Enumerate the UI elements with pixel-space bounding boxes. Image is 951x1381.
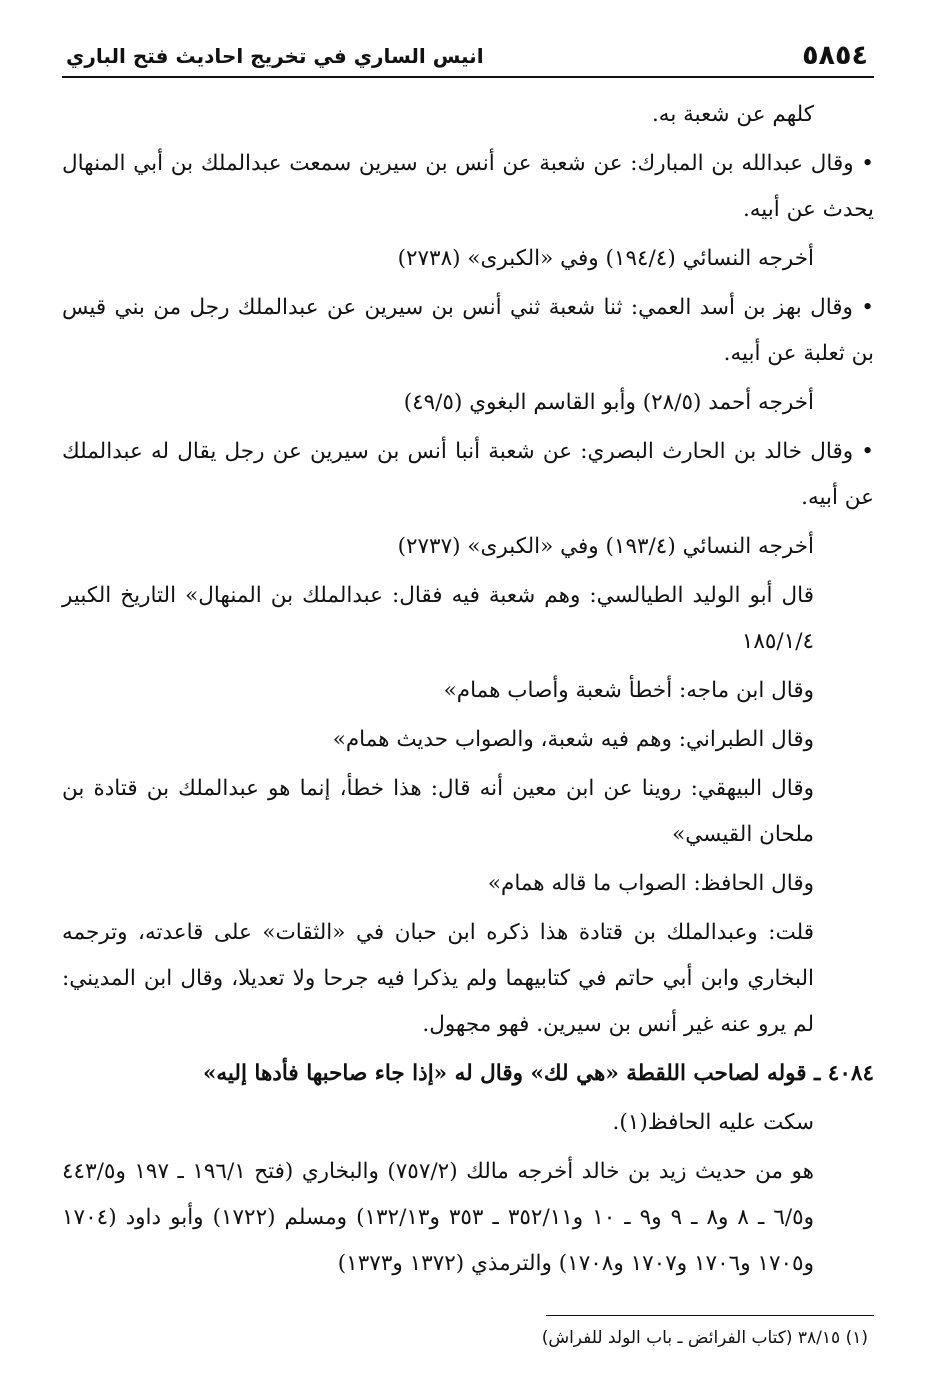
paragraph: وقال الحافظ: الصواب ما قاله همام»: [487, 871, 814, 896]
paragraph: • وقال بهز بن أسد العمي: ثنا شعبة ثني أنس بن سيرين عن عبدالملك رجل من بني قيس بن ثعلبة عن أبيه.: [62, 285, 874, 377]
paragraph: قلت: وعبدالملك بن قتادة هذا ذكره ابن حبان في «الثقات» على قاعدته، وترجمه البخاري وابن أبي حاتم في كتابيهما ولم يذكرا فيه جرحا ولا تعديلا، وقال ابن المديني: لم يرو عنه غير أنس بن سيرين. فهو مجهول.: [62, 920, 814, 1037]
paragraph: أخرجه أحمد (٢٨/٥) وأبو القاسم البغوي (٤٩/٥): [403, 390, 814, 415]
paragraph: أخرجه النسائي (١٩٣/٤) وفي «الكبرى» (٢٧٣٧): [397, 534, 814, 559]
hadith-heading: ٤٠٨٤ ـ قوله لصاحب اللقطة «هي لك» وقال له «إذا جاء صاحبها فأدها إليه»: [202, 1061, 874, 1086]
main-text: [62, 92, 874, 1287]
paragraph: سكت عليه الحافظ(١).: [612, 1110, 814, 1135]
paragraph: كلهم عن شعبة به.: [651, 102, 814, 127]
book-title: انيس الساري في تخريج احاديث فتح الباري: [66, 44, 484, 68]
paragraph: وقال البيهقي: روينا عن ابن معين أنه قال: هذا خطأ، إنما هو عبدالملك بن قتادة بن ملحان القيسي»: [62, 776, 814, 847]
paragraph: هو من حديث زيد بن خالد أخرجه مالك (٧٥٧/٢) والبخاري (فتح ١٩٦/١ ـ ١٩٧ و٤٤٣/٥ و٦/٥ ـ ٨ و٨ ـ ٩ و٩ ـ ١٠ و٣٥٢/١١ ـ ٣٥٣ و١٣٢/١٣) ومسلم (١٧٢٢) وأبو داود (١٧٠٤ و١٧٠٥ و١٧٠٦ و١٧٠٧ و١٧٠٨) والترمذي (١٣٧٢ و١٣٧٣): [62, 1159, 815, 1276]
paragraph: • وقال خالد بن الحارث البصري: عن شعبة أنبا أنس بن سيرين عن رجل يقال له عبدالملك عن أبيه.: [62, 429, 874, 521]
footnote-divider: [546, 1315, 874, 1316]
paragraph: وقال الطبراني: وهم فيه شعبة، والصواب حديث همام»: [332, 727, 814, 752]
running-header: [62, 38, 874, 78]
page: [62, 38, 874, 1352]
paragraph: • وقال عبدالله بن المبارك: عن شعبة عن أنس بن سيرين سمعت عبدالملك بن أبي المنهال يحدث عن أبيه.: [62, 141, 874, 233]
paragraph: قال أبو الوليد الطيالسي: وهم شعبة فيه فقال: عبدالملك بن المنهال» التاريخ الكبير ١٨٥/١/٤: [62, 583, 814, 654]
paragraph: وقال ابن ماجه: أخطأ شعبة وأصاب همام»: [443, 678, 814, 703]
page-number: ٥٨٥٤: [802, 40, 868, 71]
footnote: (١) ٣٨/١٥ (كتاب الفرائض ـ باب الولد للفراش): [541, 1328, 868, 1348]
paragraph: أخرجه النسائي (١٩٤/٤) وفي «الكبرى» (٢٧٣٨): [397, 246, 814, 271]
